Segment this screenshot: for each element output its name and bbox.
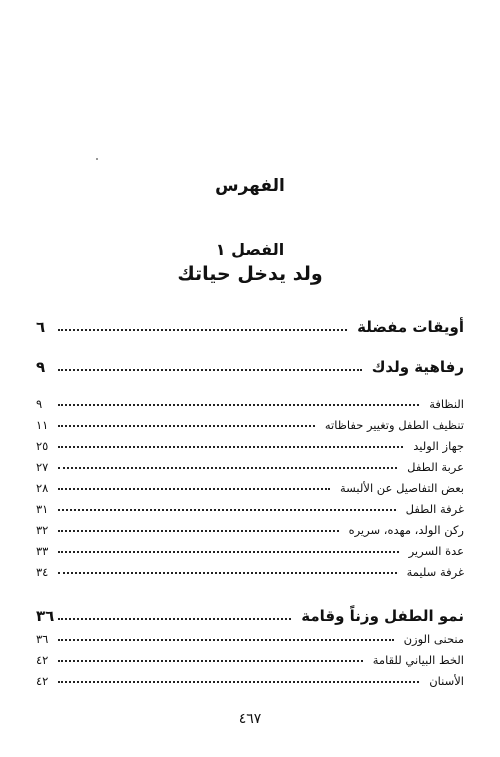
dot-leader bbox=[58, 446, 403, 448]
toc-entry-teeth bbox=[36, 674, 464, 688]
toc-entry-page: ٤٢ bbox=[36, 674, 49, 688]
dot-leader bbox=[58, 660, 363, 662]
toc-entry-diaper-change bbox=[36, 418, 464, 432]
toc-entry-height-chart bbox=[36, 653, 464, 667]
toc-entry-child-welfare bbox=[36, 358, 464, 376]
toc-entry-title: نمو الطفل وزناً وقامة bbox=[301, 607, 464, 625]
toc-entry-page: ٣١ bbox=[36, 502, 49, 516]
toc-entry-page: ٣٦ bbox=[36, 607, 55, 625]
toc-entry-crib-corner bbox=[36, 523, 464, 537]
toc-entry-bedding bbox=[36, 544, 464, 558]
toc-entry-title: الأسنان bbox=[429, 674, 464, 688]
toc-entry-newborn-kit bbox=[36, 439, 464, 453]
dot-leader bbox=[58, 425, 315, 427]
dot-leader bbox=[58, 639, 394, 641]
toc-entry-child-room bbox=[36, 502, 464, 516]
toc-entry-title: النظافة bbox=[429, 397, 464, 411]
dot-leader bbox=[58, 618, 291, 620]
toc-entry-page: ٣٦ bbox=[36, 632, 49, 646]
toc-entry-safe-room bbox=[36, 565, 464, 579]
toc-entry-page: ٣٣ bbox=[36, 544, 49, 558]
toc-entry-title: غرفة سليمة bbox=[406, 565, 464, 579]
dot-leader bbox=[58, 572, 397, 574]
dot-leader bbox=[58, 530, 339, 532]
toc-entry-clothing bbox=[36, 481, 464, 495]
toc-entry-page: ٩ bbox=[36, 397, 43, 411]
toc-entry-child-growth bbox=[36, 607, 464, 625]
toc-entry-title: عربة الطفل bbox=[407, 460, 464, 474]
dot-leader bbox=[58, 488, 330, 490]
dot-leader bbox=[58, 369, 362, 371]
toc-entry-page: ٦ bbox=[36, 318, 46, 336]
toc-entry-title: الخط البياني للقامة bbox=[372, 653, 464, 667]
toc-entry-page: ٢٧ bbox=[36, 460, 49, 474]
toc-entry-cleanliness bbox=[36, 397, 464, 411]
toc-entry-page: ٢٥ bbox=[36, 439, 49, 453]
chapter-label: الفصل ١ bbox=[215, 240, 285, 259]
dot-leader bbox=[58, 467, 397, 469]
toc-entry-title: تنظيف الطفل وتغيير حفاظاته bbox=[324, 418, 464, 432]
toc-entry-title: بعض التفاصيل عن الألبسة bbox=[339, 481, 464, 495]
toc-entry-title: جهاز الوليد bbox=[413, 439, 464, 453]
toc-entry-title: أويقات مفضلة bbox=[357, 318, 464, 336]
toc-entry-page: ٣٤ bbox=[36, 565, 49, 579]
chapter-title: ولد يدخل حياتك bbox=[177, 263, 323, 285]
toc-entry-page: ٤٢ bbox=[36, 653, 49, 667]
toc-entry-weight-curve bbox=[36, 632, 464, 646]
dot-leader bbox=[58, 329, 347, 331]
stray-mark bbox=[96, 158, 98, 160]
toc-entry-title: ركن الولد، مهده، سريره bbox=[348, 523, 464, 537]
index-title: الفهرس bbox=[215, 176, 285, 196]
toc-entry-title: رفاهية ولدك bbox=[371, 358, 464, 376]
toc-entry-page: ١١ bbox=[36, 418, 49, 432]
toc-entry-title: غرفة الطفل bbox=[405, 502, 464, 516]
toc-entry-page: ٩ bbox=[36, 358, 46, 376]
dot-leader bbox=[58, 509, 396, 511]
dot-leader bbox=[58, 681, 419, 683]
toc-entry-title: عدة السرير bbox=[408, 544, 464, 558]
toc-entry-page: ٣٢ bbox=[36, 523, 49, 537]
page-number: ٤٦٧ bbox=[238, 711, 262, 727]
dot-leader bbox=[58, 551, 399, 553]
toc-entry-title: منحنى الوزن bbox=[403, 632, 464, 646]
toc-entry-favorite-moments bbox=[36, 318, 464, 336]
toc-entry-page: ٢٨ bbox=[36, 481, 49, 495]
toc-entry-stroller bbox=[36, 460, 464, 474]
dot-leader bbox=[58, 404, 419, 406]
